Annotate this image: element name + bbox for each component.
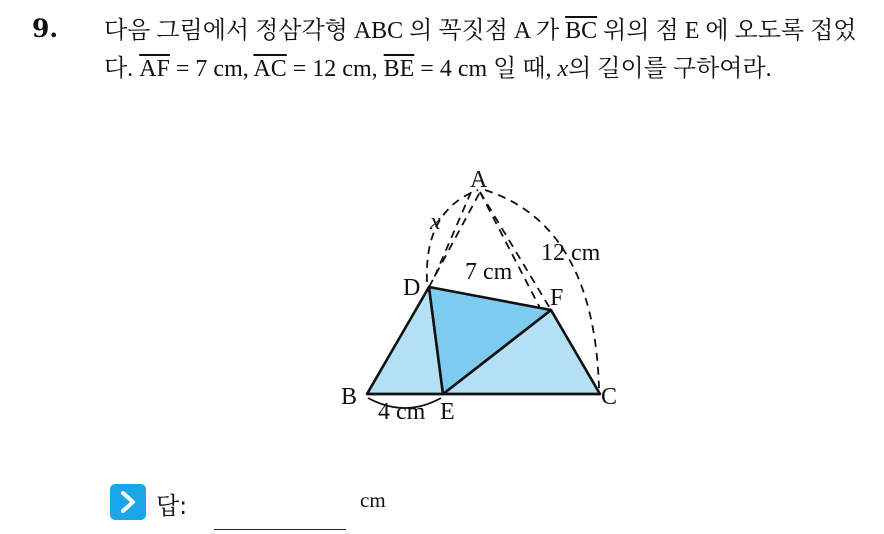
- label-be-length: 4 cm: [378, 399, 426, 425]
- question-number: 9.: [32, 14, 59, 43]
- question-text-part: 다음 그림에서 정삼각형 ABC 의 꼭짓점 A 가: [104, 18, 566, 44]
- dashed-segment-a-e: [480, 192, 540, 308]
- question-text-part: = 7 cm,: [169, 56, 254, 82]
- answer-unit: cm: [360, 488, 386, 512]
- answer-label: 답:: [156, 492, 188, 520]
- segment-be: $\overline{BE}$: [383, 56, 415, 82]
- segment-bc: $\overline{BC}$: [565, 18, 598, 44]
- question-text-part: = 4 cm 일 때,: [414, 56, 558, 82]
- segment-af: $\overline{AF}$: [139, 56, 170, 82]
- label-a: A: [470, 167, 488, 193]
- question-text-part: = 12 cm,: [286, 56, 384, 82]
- label-f: F: [550, 285, 564, 311]
- label-af-length: 7 cm: [465, 259, 513, 285]
- label-c: C: [601, 384, 618, 410]
- question-text-part: 위의 점 E 에 오도록 접었다.: [104, 18, 857, 82]
- label-ac-length: 12 cm: [541, 240, 601, 266]
- chevron-right-icon: [110, 484, 146, 520]
- label-e: E: [440, 399, 455, 425]
- segment-ac: $\overline{AC}$: [253, 56, 287, 82]
- label-d: D: [403, 275, 421, 301]
- question-text-part: 의 길이를 구하여라.: [568, 56, 772, 82]
- variable-x: x: [557, 56, 569, 82]
- answer-blank[interactable]: [214, 529, 346, 530]
- label-b: B: [341, 384, 358, 410]
- label-x: x: [430, 209, 441, 235]
